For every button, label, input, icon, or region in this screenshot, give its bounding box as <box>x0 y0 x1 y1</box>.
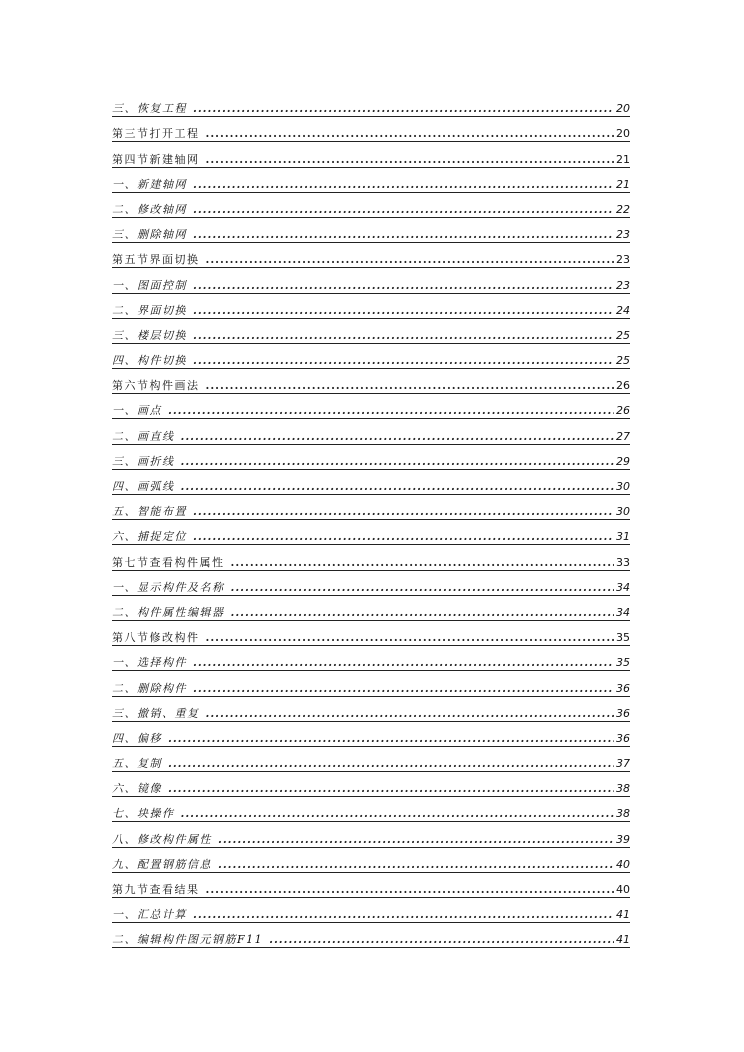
toc-dot-leader <box>218 858 614 871</box>
toc-subsection-entry[interactable] <box>112 394 630 419</box>
toc-page-number: 37 <box>616 757 630 771</box>
toc-entry-title: 第五节界面切换 <box>112 253 200 267</box>
toc-entry-title: 一、图面控制 <box>112 278 187 292</box>
toc-page-number: 39 <box>616 832 630 846</box>
toc-dot-leader <box>168 732 614 745</box>
toc-page-number: 36 <box>616 706 630 720</box>
toc-page-number: 36 <box>616 681 630 695</box>
toc-entry-title: 三、楼层切换 <box>112 328 187 342</box>
toc-page-number: 25 <box>616 354 630 368</box>
toc-page-number: 23 <box>616 253 630 267</box>
toc-subsection-entry[interactable] <box>112 495 630 520</box>
toc-page-number: 38 <box>616 782 630 796</box>
toc-subsection-entry[interactable] <box>112 445 630 470</box>
toc-page-number: 41 <box>616 933 630 947</box>
toc-dot-leader <box>193 329 614 342</box>
toc-subsection-entry[interactable] <box>112 294 630 319</box>
toc-entry-title: 第八节修改构件 <box>112 631 200 645</box>
toc-entry-title: 第七节查看构件属性 <box>112 555 225 569</box>
toc-subsection-entry[interactable] <box>112 344 630 369</box>
toc-dot-leader <box>269 933 614 946</box>
toc-page-number: 23 <box>616 278 630 292</box>
toc-dot-leader <box>168 782 614 795</box>
toc-dot-leader <box>206 707 615 720</box>
toc-subsection-entry[interactable] <box>112 671 630 696</box>
toc-entry-title: 第九节查看结果 <box>112 883 200 896</box>
toc-page-number: 20 <box>616 127 630 141</box>
toc-entry-title: 二、编辑构件图元钢筋F11 <box>112 933 264 947</box>
toc-page-number: 40 <box>616 883 630 896</box>
toc-dot-leader <box>193 354 614 367</box>
toc-dot-leader <box>181 455 615 468</box>
toc-entry-title: 六、镜像 <box>112 782 162 796</box>
toc-dot-leader <box>193 908 614 921</box>
toc-entry-title: 一、选择构件 <box>112 656 187 670</box>
toc-dot-leader <box>231 556 615 569</box>
toc-page-number: 41 <box>616 908 630 922</box>
toc-page-number: 20 <box>616 102 630 116</box>
toc-entry-title: 八、修改构件属性 <box>112 832 212 846</box>
toc-subsection-entry[interactable] <box>112 520 630 545</box>
toc-dot-leader <box>206 379 615 392</box>
toc-section-entry[interactable] <box>112 369 630 394</box>
toc-entry-title: 一、新建轴网 <box>112 177 187 191</box>
toc-entry-title: 九、配置钢筋信息 <box>112 857 212 871</box>
toc-dot-leader <box>193 682 614 695</box>
toc-subsection-entry[interactable] <box>112 319 630 344</box>
toc-page-number: 24 <box>616 303 630 317</box>
toc-entry-title: 二、删除构件 <box>112 681 187 695</box>
toc-section-entry[interactable] <box>112 142 630 167</box>
toc-entry-title: 第四节新建轴网 <box>112 152 200 166</box>
toc-page-number: 30 <box>616 505 630 519</box>
toc-page-number: 38 <box>616 807 630 821</box>
toc-entry-title: 六、捕捉定位 <box>112 530 187 544</box>
toc-dot-leader <box>193 178 614 191</box>
toc-page-number: 34 <box>616 605 630 619</box>
toc-entry-title: 二、修改轴网 <box>112 202 187 216</box>
toc-page-number: 21 <box>616 152 630 166</box>
toc-page-number: 22 <box>616 202 630 216</box>
toc-entry-title: 一、显示构件及名称 <box>112 580 225 594</box>
toc-dot-leader <box>193 530 614 543</box>
toc-entry-title: 四、偏移 <box>112 731 162 745</box>
toc-entry-title: 三、恢复工程 <box>112 102 187 116</box>
toc-dot-leader <box>168 404 614 417</box>
toc-page-number: 33 <box>616 555 630 569</box>
toc-dot-leader <box>206 153 615 166</box>
toc-dot-leader <box>218 833 614 846</box>
toc-dot-leader <box>193 304 614 317</box>
toc-section-entry[interactable] <box>112 117 630 142</box>
toc-page-number: 40 <box>616 857 630 871</box>
toc-dot-leader <box>231 606 615 619</box>
toc-subsection-entry[interactable] <box>112 822 630 847</box>
toc-entry-title: 三、删除轴网 <box>112 228 187 242</box>
toc-entry-title: 第六节构件画法 <box>112 379 200 393</box>
toc-section-entry[interactable] <box>112 873 630 898</box>
toc-entry-title: 三、画折线 <box>112 454 175 468</box>
toc-entry-title: 四、构件切换 <box>112 354 187 368</box>
toc-dot-leader <box>193 656 614 669</box>
toc-subsection-entry[interactable] <box>112 470 630 495</box>
toc-entry-title: 第三节打开工程 <box>112 127 200 141</box>
toc-dot-leader <box>193 505 614 518</box>
toc-dot-leader <box>181 430 615 443</box>
toc-subsection-entry[interactable] <box>112 797 630 822</box>
toc-page-number: 35 <box>616 656 630 670</box>
toc-section-entry[interactable] <box>112 621 630 646</box>
toc-page-number: 26 <box>616 379 630 393</box>
toc-page-number: 36 <box>616 731 630 745</box>
toc-entry-title: 二、画直线 <box>112 429 175 443</box>
table-of-contents <box>112 92 630 948</box>
toc-dot-leader <box>206 127 615 140</box>
toc-subsection-entry[interactable] <box>112 193 630 218</box>
toc-dot-leader <box>231 581 615 594</box>
toc-entry-title: 一、画点 <box>112 404 162 418</box>
toc-subsection-entry[interactable] <box>112 848 630 873</box>
toc-entry-title: 五、复制 <box>112 757 162 771</box>
toc-subsection-entry[interactable] <box>112 268 630 293</box>
toc-dot-leader <box>168 757 614 770</box>
toc-entry-title: 五、智能布置 <box>112 505 187 519</box>
toc-page-number: 26 <box>616 404 630 418</box>
toc-page-number: 29 <box>616 454 630 468</box>
toc-section-entry[interactable] <box>112 243 630 268</box>
toc-page-number: 34 <box>616 580 630 594</box>
toc-dot-leader <box>193 203 614 216</box>
toc-subsection-entry[interactable] <box>112 747 630 772</box>
toc-subsection-entry[interactable] <box>112 571 630 596</box>
toc-page-number: 23 <box>616 228 630 242</box>
toc-subsection-entry[interactable] <box>112 218 630 243</box>
toc-subsection-entry[interactable] <box>112 898 630 923</box>
toc-subsection-entry[interactable] <box>112 772 630 797</box>
toc-dot-leader <box>206 253 615 266</box>
toc-entry-title: 七、块操作 <box>112 807 175 821</box>
toc-subsection-entry[interactable] <box>112 697 630 722</box>
toc-subsection-entry[interactable] <box>112 168 630 193</box>
toc-entry-title: 二、界面切换 <box>112 303 187 317</box>
toc-subsection-entry[interactable] <box>112 419 630 444</box>
toc-subsection-entry[interactable] <box>112 923 630 948</box>
toc-entry-title: 四、画弧线 <box>112 480 175 493</box>
toc-dot-leader <box>206 631 615 644</box>
toc-subsection-entry[interactable] <box>112 646 630 671</box>
toc-dot-leader <box>181 807 615 820</box>
toc-subsection-entry[interactable] <box>112 596 630 621</box>
toc-page-number: 35 <box>616 631 630 645</box>
toc-entry-title: 一、汇总计算 <box>112 908 187 922</box>
toc-page-number: 25 <box>616 328 630 342</box>
toc-dot-leader <box>206 883 615 896</box>
toc-page-number: 21 <box>616 177 630 191</box>
toc-dot-leader <box>193 228 614 241</box>
toc-dot-leader <box>193 279 614 292</box>
toc-entry-title: 二、构件属性编辑器 <box>112 605 225 619</box>
toc-subsection-entry[interactable] <box>112 722 630 747</box>
toc-dot-leader <box>181 480 615 493</box>
toc-page-number: 30 <box>616 480 630 493</box>
toc-subsection-entry[interactable] <box>112 92 630 117</box>
toc-section-entry[interactable] <box>112 545 630 570</box>
toc-dot-leader <box>193 102 614 115</box>
toc-entry-title: 三、撤销、重复 <box>112 706 200 720</box>
toc-page-number: 27 <box>616 429 630 443</box>
toc-page-number: 31 <box>616 530 630 544</box>
